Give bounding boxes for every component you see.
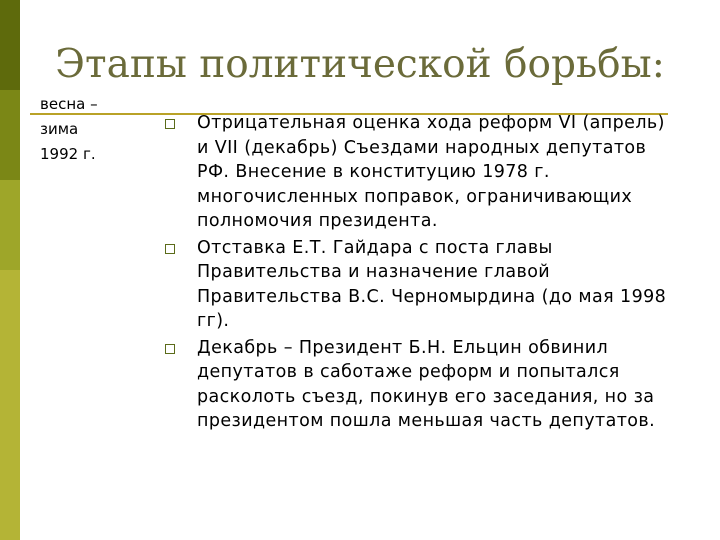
bullet-text: Отрицательная оценка хода реформ VI (апрель) и VII (декабрь) Съездами народных депутатов РФ. Внесение в конституцию 1978 г. многочисленных поправок, ограничивающих полномочия президента. bbox=[197, 113, 665, 231]
bullet-text: Декабрь – Президент Б.Н. Ельцин обвинил депутатов в саботаже реформ и попытался расколоть съезд, покинув его заседания, но за президентом пошла меньшая часть депутатов. bbox=[197, 337, 656, 431]
bullet-item bbox=[165, 236, 675, 334]
bullet-list bbox=[165, 111, 675, 436]
bullet-item bbox=[165, 111, 675, 234]
bullet-text: Отставка Е.Т. Гайдара с поста главы Правительства и назначение главой Правительства В.С. Черномырдина (до мая 1998 гг). bbox=[197, 237, 667, 331]
square-bullet-icon bbox=[165, 244, 175, 254]
slide-title: Этапы политической борьбы: bbox=[55, 42, 665, 88]
square-bullet-icon bbox=[165, 119, 175, 129]
period-line: 1992 г. bbox=[40, 145, 96, 163]
period-line: зима bbox=[40, 120, 79, 138]
period-line: весна – bbox=[40, 95, 98, 113]
sidebar-band bbox=[0, 180, 20, 270]
square-bullet-icon bbox=[165, 344, 175, 354]
sidebar-band bbox=[0, 90, 20, 180]
sidebar-band bbox=[0, 270, 20, 540]
period-label bbox=[40, 92, 98, 167]
bullet-item bbox=[165, 336, 675, 434]
